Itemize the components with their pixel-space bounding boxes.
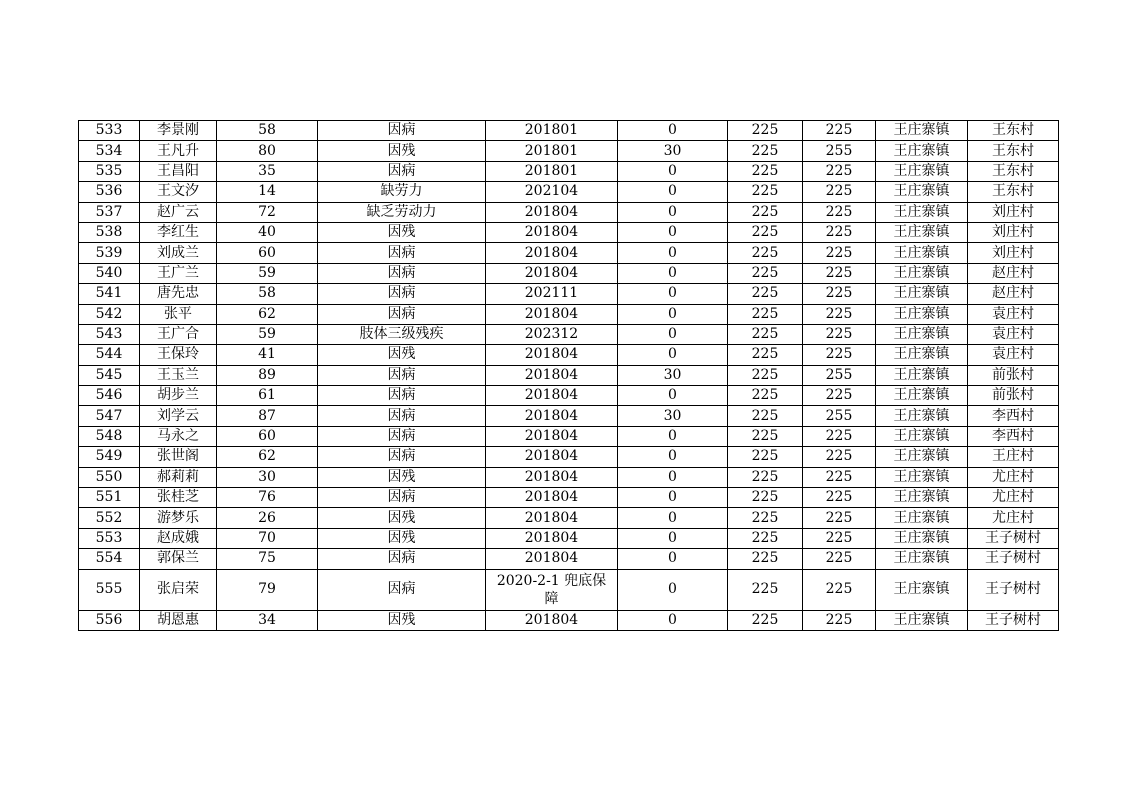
name-cell: 张启荣 — [140, 569, 217, 610]
start-date-cell: 201804 — [486, 243, 618, 263]
extra-amount-cell: 0 — [618, 182, 728, 202]
total-amount-cell: 225 — [803, 324, 876, 344]
total-amount-cell: 225 — [803, 528, 876, 548]
start-date-cell: 201804 — [486, 202, 618, 222]
age-cell: 61 — [217, 386, 318, 406]
total-amount-cell: 225 — [803, 508, 876, 528]
village-cell: 刘庄村 — [968, 222, 1059, 242]
name-cell: 张平 — [140, 304, 217, 324]
start-date-cell: 201804 — [486, 467, 618, 487]
base-amount-cell: 225 — [728, 141, 803, 161]
town-cell: 王庄寨镇 — [876, 304, 968, 324]
name-cell: 王广兰 — [140, 263, 217, 283]
start-date-cell: 201804 — [486, 365, 618, 385]
extra-amount-cell: 0 — [618, 549, 728, 569]
extra-amount-cell: 0 — [618, 202, 728, 222]
village-cell: 袁庄村 — [968, 345, 1059, 365]
reason-cell: 因病 — [318, 406, 486, 426]
serial-number-cell: 541 — [79, 284, 140, 304]
start-date-cell: 201801 — [486, 161, 618, 181]
age-cell: 41 — [217, 345, 318, 365]
extra-amount-cell: 0 — [618, 304, 728, 324]
village-cell: 刘庄村 — [968, 202, 1059, 222]
serial-number-cell: 545 — [79, 365, 140, 385]
village-cell: 王东村 — [968, 121, 1059, 141]
reason-cell: 因病 — [318, 161, 486, 181]
name-cell: 赵广云 — [140, 202, 217, 222]
village-cell: 王子树村 — [968, 569, 1059, 610]
base-amount-cell: 225 — [728, 324, 803, 344]
extra-amount-cell: 0 — [618, 488, 728, 508]
base-amount-cell: 225 — [728, 508, 803, 528]
extra-amount-cell: 0 — [618, 161, 728, 181]
name-cell: 郭保兰 — [140, 549, 217, 569]
serial-number-cell: 548 — [79, 426, 140, 446]
extra-amount-cell: 0 — [618, 447, 728, 467]
total-amount-cell: 225 — [803, 447, 876, 467]
reason-cell: 因病 — [318, 243, 486, 263]
age-cell: 80 — [217, 141, 318, 161]
town-cell: 王庄寨镇 — [876, 284, 968, 304]
serial-number-cell: 551 — [79, 488, 140, 508]
base-amount-cell: 225 — [728, 549, 803, 569]
serial-number-cell: 546 — [79, 386, 140, 406]
base-amount-cell: 225 — [728, 406, 803, 426]
serial-number-cell: 536 — [79, 182, 140, 202]
table-row — [79, 121, 1059, 141]
serial-number-cell: 552 — [79, 508, 140, 528]
town-cell: 王庄寨镇 — [876, 121, 968, 141]
reason-cell: 因病 — [318, 386, 486, 406]
table-row — [79, 467, 1059, 487]
start-date-cell: 201804 — [486, 488, 618, 508]
town-cell: 王庄寨镇 — [876, 406, 968, 426]
extra-amount-cell: 0 — [618, 528, 728, 548]
reason-cell: 因病 — [318, 549, 486, 569]
extra-amount-cell: 30 — [618, 141, 728, 161]
base-amount-cell: 225 — [728, 304, 803, 324]
table-row — [79, 549, 1059, 569]
village-cell: 王庄村 — [968, 447, 1059, 467]
name-cell: 胡步兰 — [140, 386, 217, 406]
base-amount-cell: 225 — [728, 263, 803, 283]
start-date-cell: 201804 — [486, 528, 618, 548]
total-amount-cell: 225 — [803, 121, 876, 141]
reason-cell: 因残 — [318, 508, 486, 528]
table-row — [79, 386, 1059, 406]
start-date-cell: 201804 — [486, 386, 618, 406]
total-amount-cell: 225 — [803, 467, 876, 487]
extra-amount-cell: 0 — [618, 569, 728, 610]
start-date-cell: 201804 — [486, 304, 618, 324]
total-amount-cell: 225 — [803, 161, 876, 181]
data-table — [78, 120, 1059, 631]
base-amount-cell: 225 — [728, 467, 803, 487]
total-amount-cell: 225 — [803, 569, 876, 610]
name-cell: 王保玲 — [140, 345, 217, 365]
table-row — [79, 324, 1059, 344]
age-cell: 59 — [217, 263, 318, 283]
serial-number-cell: 538 — [79, 222, 140, 242]
reason-cell: 因残 — [318, 222, 486, 242]
serial-number-cell: 539 — [79, 243, 140, 263]
serial-number-cell: 555 — [79, 569, 140, 610]
reason-cell: 因残 — [318, 528, 486, 548]
base-amount-cell: 225 — [728, 569, 803, 610]
reason-cell: 因病 — [318, 121, 486, 141]
village-cell: 王东村 — [968, 141, 1059, 161]
base-amount-cell: 225 — [728, 365, 803, 385]
base-amount-cell: 225 — [728, 182, 803, 202]
base-amount-cell: 225 — [728, 426, 803, 446]
extra-amount-cell: 0 — [618, 345, 728, 365]
age-cell: 14 — [217, 182, 318, 202]
document-sheet — [78, 120, 1059, 631]
start-date-cell: 201804 — [486, 447, 618, 467]
town-cell: 王庄寨镇 — [876, 569, 968, 610]
name-cell: 游梦乐 — [140, 508, 217, 528]
town-cell: 王庄寨镇 — [876, 508, 968, 528]
serial-number-cell: 553 — [79, 528, 140, 548]
total-amount-cell: 225 — [803, 610, 876, 630]
start-date-cell: 201804 — [486, 222, 618, 242]
total-amount-cell: 225 — [803, 304, 876, 324]
serial-number-cell: 549 — [79, 447, 140, 467]
age-cell: 70 — [217, 528, 318, 548]
village-cell: 前张村 — [968, 365, 1059, 385]
reason-cell: 因病 — [318, 447, 486, 467]
name-cell: 张桂芝 — [140, 488, 217, 508]
table-row — [79, 304, 1059, 324]
extra-amount-cell: 0 — [618, 426, 728, 446]
table-row — [79, 528, 1059, 548]
town-cell: 王庄寨镇 — [876, 528, 968, 548]
serial-number-cell: 556 — [79, 610, 140, 630]
town-cell: 王庄寨镇 — [876, 447, 968, 467]
age-cell: 35 — [217, 161, 318, 181]
table-row — [79, 141, 1059, 161]
base-amount-cell: 225 — [728, 222, 803, 242]
name-cell: 李景刚 — [140, 121, 217, 141]
serial-number-cell: 547 — [79, 406, 140, 426]
reason-cell: 因病 — [318, 488, 486, 508]
name-cell: 王昌阳 — [140, 161, 217, 181]
reason-cell: 因病 — [318, 284, 486, 304]
reason-cell: 因残 — [318, 467, 486, 487]
total-amount-cell: 255 — [803, 406, 876, 426]
village-cell: 袁庄村 — [968, 304, 1059, 324]
base-amount-cell: 225 — [728, 202, 803, 222]
village-cell: 李西村 — [968, 406, 1059, 426]
table-row — [79, 508, 1059, 528]
table-row — [79, 243, 1059, 263]
total-amount-cell: 225 — [803, 182, 876, 202]
table-row — [79, 182, 1059, 202]
age-cell: 58 — [217, 284, 318, 304]
name-cell: 郝莉莉 — [140, 467, 217, 487]
start-date-cell: 201804 — [486, 610, 618, 630]
name-cell: 李红生 — [140, 222, 217, 242]
town-cell: 王庄寨镇 — [876, 182, 968, 202]
total-amount-cell: 225 — [803, 202, 876, 222]
table-row — [79, 610, 1059, 630]
total-amount-cell: 225 — [803, 222, 876, 242]
start-date-cell: 201804 — [486, 263, 618, 283]
serial-number-cell: 550 — [79, 467, 140, 487]
total-amount-cell: 225 — [803, 263, 876, 283]
base-amount-cell: 225 — [728, 386, 803, 406]
start-date-cell: 201801 — [486, 121, 618, 141]
village-cell: 王子树村 — [968, 610, 1059, 630]
age-cell: 40 — [217, 222, 318, 242]
table-row — [79, 426, 1059, 446]
reason-cell: 肢体三级残疾 — [318, 324, 486, 344]
serial-number-cell: 544 — [79, 345, 140, 365]
town-cell: 王庄寨镇 — [876, 549, 968, 569]
reason-cell: 缺乏劳动力 — [318, 202, 486, 222]
village-cell: 前张村 — [968, 386, 1059, 406]
table-row — [79, 345, 1059, 365]
village-cell: 尤庄村 — [968, 467, 1059, 487]
start-date-cell: 201804 — [486, 549, 618, 569]
village-cell: 刘庄村 — [968, 243, 1059, 263]
serial-number-cell: 540 — [79, 263, 140, 283]
serial-number-cell: 542 — [79, 304, 140, 324]
age-cell: 30 — [217, 467, 318, 487]
extra-amount-cell: 0 — [618, 263, 728, 283]
name-cell: 王广合 — [140, 324, 217, 344]
village-cell: 尤庄村 — [968, 488, 1059, 508]
table-row — [79, 284, 1059, 304]
start-date-cell: 202104 — [486, 182, 618, 202]
town-cell: 王庄寨镇 — [876, 324, 968, 344]
base-amount-cell: 225 — [728, 610, 803, 630]
table-row — [79, 447, 1059, 467]
age-cell: 62 — [217, 447, 318, 467]
name-cell: 刘成兰 — [140, 243, 217, 263]
base-amount-cell: 225 — [728, 447, 803, 467]
total-amount-cell: 225 — [803, 426, 876, 446]
village-cell: 尤庄村 — [968, 508, 1059, 528]
table-body — [79, 121, 1059, 631]
age-cell: 87 — [217, 406, 318, 426]
extra-amount-cell: 30 — [618, 365, 728, 385]
village-cell: 王东村 — [968, 182, 1059, 202]
age-cell: 76 — [217, 488, 318, 508]
town-cell: 王庄寨镇 — [876, 365, 968, 385]
total-amount-cell: 225 — [803, 284, 876, 304]
town-cell: 王庄寨镇 — [876, 202, 968, 222]
table-row — [79, 263, 1059, 283]
town-cell: 王庄寨镇 — [876, 222, 968, 242]
reason-cell: 因残 — [318, 610, 486, 630]
extra-amount-cell: 0 — [618, 243, 728, 263]
start-date-cell: 202111 — [486, 284, 618, 304]
name-cell: 张世阁 — [140, 447, 217, 467]
reason-cell: 缺劳力 — [318, 182, 486, 202]
reason-cell: 因病 — [318, 365, 486, 385]
name-cell: 王玉兰 — [140, 365, 217, 385]
start-date-cell: 201801 — [486, 141, 618, 161]
reason-cell: 因病 — [318, 263, 486, 283]
extra-amount-cell: 0 — [618, 508, 728, 528]
serial-number-cell: 535 — [79, 161, 140, 181]
town-cell: 王庄寨镇 — [876, 386, 968, 406]
table-row — [79, 161, 1059, 181]
town-cell: 王庄寨镇 — [876, 345, 968, 365]
village-cell: 赵庄村 — [968, 263, 1059, 283]
reason-cell: 因病 — [318, 304, 486, 324]
town-cell: 王庄寨镇 — [876, 488, 968, 508]
age-cell: 62 — [217, 304, 318, 324]
reason-cell: 因残 — [318, 345, 486, 365]
serial-number-cell: 554 — [79, 549, 140, 569]
total-amount-cell: 225 — [803, 488, 876, 508]
table-row — [79, 222, 1059, 242]
reason-cell: 因残 — [318, 141, 486, 161]
extra-amount-cell: 0 — [618, 121, 728, 141]
base-amount-cell: 225 — [728, 528, 803, 548]
base-amount-cell: 225 — [728, 284, 803, 304]
age-cell: 26 — [217, 508, 318, 528]
age-cell: 59 — [217, 324, 318, 344]
town-cell: 王庄寨镇 — [876, 263, 968, 283]
village-cell: 赵庄村 — [968, 284, 1059, 304]
extra-amount-cell: 0 — [618, 610, 728, 630]
table-row — [79, 406, 1059, 426]
extra-amount-cell: 0 — [618, 222, 728, 242]
age-cell: 75 — [217, 549, 318, 569]
extra-amount-cell: 0 — [618, 386, 728, 406]
age-cell: 34 — [217, 610, 318, 630]
age-cell: 60 — [217, 426, 318, 446]
village-cell: 李西村 — [968, 426, 1059, 446]
base-amount-cell: 225 — [728, 488, 803, 508]
name-cell: 王凡升 — [140, 141, 217, 161]
age-cell: 72 — [217, 202, 318, 222]
name-cell: 赵成娥 — [140, 528, 217, 548]
village-cell: 袁庄村 — [968, 324, 1059, 344]
total-amount-cell: 225 — [803, 243, 876, 263]
village-cell: 王东村 — [968, 161, 1059, 181]
total-amount-cell: 255 — [803, 365, 876, 385]
name-cell: 胡恩惠 — [140, 610, 217, 630]
village-cell: 王子树村 — [968, 549, 1059, 569]
start-date-cell: 201804 — [486, 508, 618, 528]
start-date-cell: 201804 — [486, 426, 618, 446]
extra-amount-cell: 0 — [618, 284, 728, 304]
serial-number-cell: 543 — [79, 324, 140, 344]
base-amount-cell: 225 — [728, 345, 803, 365]
total-amount-cell: 225 — [803, 345, 876, 365]
town-cell: 王庄寨镇 — [876, 467, 968, 487]
town-cell: 王庄寨镇 — [876, 141, 968, 161]
start-date-cell: 201804 — [486, 406, 618, 426]
age-cell: 89 — [217, 365, 318, 385]
table-row — [79, 488, 1059, 508]
name-cell: 唐先忠 — [140, 284, 217, 304]
extra-amount-cell: 30 — [618, 406, 728, 426]
total-amount-cell: 255 — [803, 141, 876, 161]
age-cell: 58 — [217, 121, 318, 141]
serial-number-cell: 533 — [79, 121, 140, 141]
base-amount-cell: 225 — [728, 161, 803, 181]
serial-number-cell: 534 — [79, 141, 140, 161]
base-amount-cell: 225 — [728, 121, 803, 141]
extra-amount-cell: 0 — [618, 324, 728, 344]
table-row — [79, 202, 1059, 222]
name-cell: 王文汐 — [140, 182, 217, 202]
base-amount-cell: 225 — [728, 243, 803, 263]
start-date-cell: 202312 — [486, 324, 618, 344]
table-row — [79, 569, 1059, 610]
town-cell: 王庄寨镇 — [876, 243, 968, 263]
reason-cell: 因病 — [318, 426, 486, 446]
reason-cell: 因病 — [318, 569, 486, 610]
age-cell: 79 — [217, 569, 318, 610]
start-date-cell: 201804 — [486, 345, 618, 365]
name-cell: 刘学云 — [140, 406, 217, 426]
town-cell: 王庄寨镇 — [876, 610, 968, 630]
village-cell: 王子树村 — [968, 528, 1059, 548]
table-row — [79, 365, 1059, 385]
name-cell: 马永之 — [140, 426, 217, 446]
serial-number-cell: 537 — [79, 202, 140, 222]
town-cell: 王庄寨镇 — [876, 161, 968, 181]
start-date-cell: 2020-2-1 兜底保障 — [486, 569, 618, 610]
total-amount-cell: 225 — [803, 549, 876, 569]
total-amount-cell: 225 — [803, 386, 876, 406]
age-cell: 60 — [217, 243, 318, 263]
town-cell: 王庄寨镇 — [876, 426, 968, 446]
extra-amount-cell: 0 — [618, 467, 728, 487]
